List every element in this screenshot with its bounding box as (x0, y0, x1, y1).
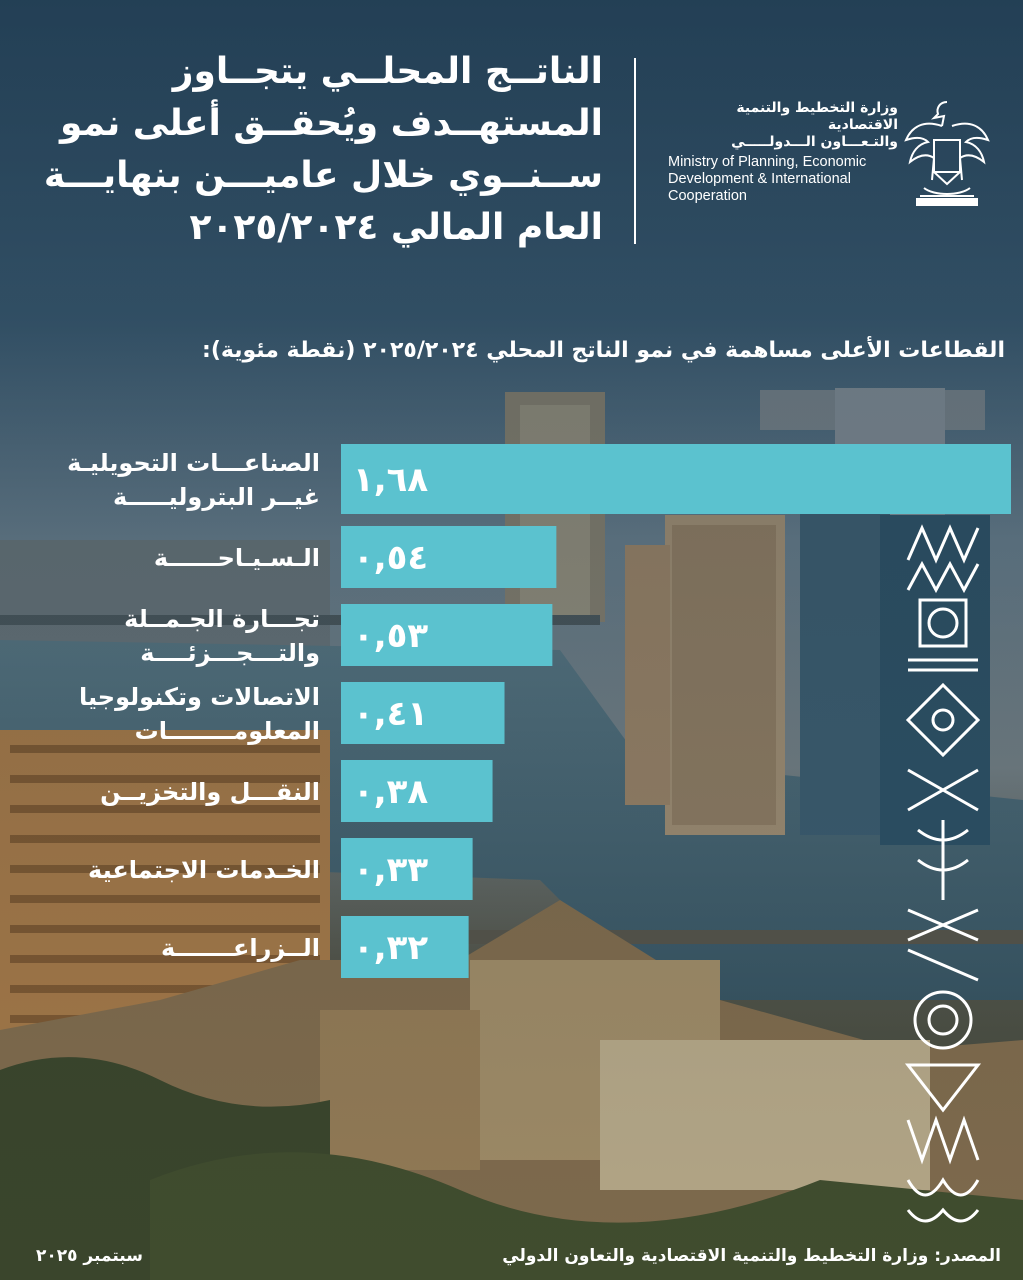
title-line: ســنــوي خلال عاميـــن بنهايـــة (43, 155, 603, 196)
chart-title: القطاعات الأعلى مساهمة في نمو الناتج المحلي ٢٠٢٥/٢٠٢٤ (نقطة مئوية): (202, 338, 1005, 363)
category-label: الخـدمات الاجتماعية (88, 856, 320, 884)
category-label: المعلومــــــــات (134, 717, 320, 745)
ministry-name-english (668, 154, 898, 205)
bar-value-label: ٠,٣٨ (353, 772, 429, 812)
title-line: المستهــدف ويُحقــق أعلى نمو (60, 103, 603, 144)
bar (341, 444, 1011, 514)
ministry-logo (668, 96, 998, 216)
ministry-name-arabic-line: وزارة التخطيط والتنمية الاقتصادية (736, 100, 898, 133)
pharaonic-geometric-pattern-icon (898, 520, 990, 1232)
title-line: العام المالي ٢٠٢٥/٢٠٢٤ (189, 207, 603, 248)
category-label: غيــر البتروليـــــة (113, 483, 320, 511)
category-label: الاتصالات وتكنولوجيا (78, 683, 320, 711)
header-divider (634, 58, 636, 244)
publication-date: سبتمبر ٢٠٢٥ (36, 1246, 143, 1266)
ministry-name-arabic-line: والتـعـــاون الـــدولـــــي (731, 134, 898, 150)
bar-value-label: ٠,٣٣ (353, 850, 429, 890)
bar-value-label: ٠,٣٢ (353, 928, 429, 968)
category-label: الـسـيـاحــــــة (153, 544, 320, 572)
bar-value-label: ١,٦٨ (353, 460, 429, 500)
bar-value-label: ٠,٥٣ (353, 616, 429, 656)
page-title (43, 46, 603, 254)
egypt-eagle-emblem-icon (904, 96, 990, 208)
category-label: والتـــجـــزئــــة (140, 639, 320, 667)
ministry-name-english-line: Cooperation (668, 188, 747, 204)
bar-value-label: ٠,٥٤ (353, 538, 429, 578)
bar-value-label: ٠,٤١ (353, 694, 429, 734)
category-label: النقـــل والتخزيــن (100, 778, 320, 806)
category-label: الــزراعـــــــة (161, 934, 320, 962)
source-note: المصدر: وزارة التخطيط والتنمية الاقتصادية والتعاون الدولي (502, 1246, 1001, 1266)
ministry-name-arabic (668, 100, 898, 151)
ministry-name-english-line: Development & International (668, 171, 851, 187)
title-line: الناتــج المحلــي يتجــاوز (172, 51, 603, 92)
category-label: تجـــارة الجـمــلة (124, 605, 320, 633)
ministry-name-english-line: Ministry of Planning, Economic (668, 154, 867, 170)
sector-contribution-bar-chart (0, 430, 1023, 990)
category-label: الصناعـــات التحويليـة (67, 449, 320, 477)
